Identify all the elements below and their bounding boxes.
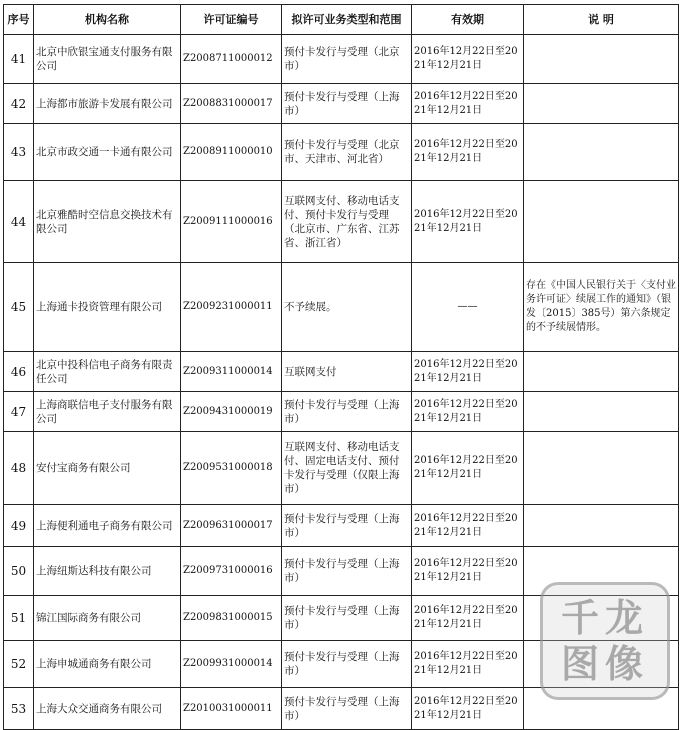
cell-name: 安付宝商务有限公司: [34, 432, 181, 505]
cell-name: 上海商联信电子支付服务有限公司: [34, 392, 181, 432]
header-note: 说 明: [524, 5, 679, 35]
cell-scope: 互联网支付、移动电话支付、预付卡发行与受理（北京市、广东省、江苏省、浙江省）: [282, 181, 412, 263]
cell-validity: 2016年12月22日至2021年12月21日: [412, 392, 524, 432]
cell-validity: 2016年12月22日至2021年12月21日: [412, 181, 524, 263]
cell-note: [524, 432, 679, 505]
cell-license: Z2009631000017: [181, 505, 282, 547]
cell-license: Z2008831000017: [181, 84, 282, 124]
cell-note: [524, 84, 679, 124]
table-row: [4, 181, 679, 263]
cell-license: Z2008911000010: [181, 124, 282, 181]
cell-validity: 2016年12月22日至2021年12月21日: [412, 641, 524, 688]
cell-no: 51: [4, 596, 34, 641]
cell-scope: 互联网支付: [282, 352, 412, 392]
cell-name: 北京雅酷时空信息交换技术有限公司: [34, 181, 181, 263]
cell-validity: 2016年12月22日至2021年12月21日: [412, 124, 524, 181]
cell-scope: 预付卡发行与受理（上海市）: [282, 392, 412, 432]
cell-no: 49: [4, 505, 34, 547]
header-scope: 拟许可业务类型和范围: [282, 5, 412, 35]
header-license: 许可证编号: [181, 5, 282, 35]
cell-note: [524, 124, 679, 181]
cell-name: 上海都市旅游卡发展有限公司: [34, 84, 181, 124]
cell-scope: 预付卡发行与受理（上海市）: [282, 547, 412, 596]
cell-no: 44: [4, 181, 34, 263]
cell-note: [524, 392, 679, 432]
cell-name: 北京市政交通一卡通有限公司: [34, 124, 181, 181]
cell-name: 北京中投科信电子商务有限责任公司: [34, 352, 181, 392]
cell-name: 上海大众交通商务有限公司: [34, 688, 181, 730]
cell-license: Z2009531000018: [181, 432, 282, 505]
cell-no: 42: [4, 84, 34, 124]
cell-license: Z2010031000011: [181, 688, 282, 730]
cell-scope: 预付卡发行与受理（上海市）: [282, 688, 412, 730]
cell-scope: 互联网支付、移动电话支付、固定电话支付、预付卡发行与受理（仅限上海市）: [282, 432, 412, 505]
cell-license: Z2009831000015: [181, 596, 282, 641]
cell-license: Z2009731000016: [181, 547, 282, 596]
cell-name: 北京中欣银宝通支付服务有限公司: [34, 35, 181, 84]
cell-scope: 不予续展。: [282, 263, 412, 352]
cell-note: 存在《中国人民银行关于〈支付业务许可证〉续展工作的通知》（银发〔2015〕385号）第六条规定的不予续展情形。: [524, 263, 679, 352]
cell-scope: 预付卡发行与受理（北京市、天津市、河北省）: [282, 124, 412, 181]
cell-name: 锦江国际商务有限公司: [34, 596, 181, 641]
cell-note: [524, 505, 679, 547]
cell-name: 上海申城通商务有限公司: [34, 641, 181, 688]
cell-note: [524, 181, 679, 263]
cell-validity: 2016年12月22日至2021年12月21日: [412, 596, 524, 641]
cell-no: 52: [4, 641, 34, 688]
cell-no: 45: [4, 263, 34, 352]
table-row: [4, 84, 679, 124]
cell-license: Z2008711000012: [181, 35, 282, 84]
watermark-line-2: 图像: [560, 642, 649, 686]
cell-license: Z2009931000014: [181, 641, 282, 688]
cell-name: 上海通卡投资管理有限公司: [34, 263, 181, 352]
cell-validity: 2016年12月22日至2021年12月21日: [412, 35, 524, 84]
cell-license: Z2009231000011: [181, 263, 282, 352]
cell-validity: 2016年12月22日至2021年12月21日: [412, 432, 524, 505]
cell-validity: ——: [412, 263, 524, 352]
cell-validity: 2016年12月22日至2021年12月21日: [412, 547, 524, 596]
cell-no: 43: [4, 124, 34, 181]
cell-scope: 预付卡发行与受理（上海市）: [282, 505, 412, 547]
cell-name: 上海纽斯达科技有限公司: [34, 547, 181, 596]
cell-scope: 预付卡发行与受理（上海市）: [282, 84, 412, 124]
cell-scope: 预付卡发行与受理（上海市）: [282, 596, 412, 641]
cell-validity: 2016年12月22日至2021年12月21日: [412, 688, 524, 730]
header-validity: 有效期: [412, 5, 524, 35]
cell-scope: 预付卡发行与受理（上海市）: [282, 641, 412, 688]
cell-no: 46: [4, 352, 34, 392]
table-row: [4, 35, 679, 84]
cell-license: Z2009311000014: [181, 352, 282, 392]
watermark-logo: [540, 582, 670, 700]
header-name: 机构名称: [34, 5, 181, 35]
table-row: [4, 263, 679, 352]
table-row: [4, 432, 679, 505]
table-row: [4, 124, 679, 181]
watermark-line-1: 千龙: [560, 596, 649, 640]
cell-no: 48: [4, 432, 34, 505]
table-row: [4, 505, 679, 547]
cell-scope: 预付卡发行与受理（北京市）: [282, 35, 412, 84]
table-row: [4, 352, 679, 392]
cell-license: Z2009111000016: [181, 181, 282, 263]
cell-no: 41: [4, 35, 34, 84]
cell-no: 53: [4, 688, 34, 730]
table-row: [4, 392, 679, 432]
cell-name: 上海便利通电子商务有限公司: [34, 505, 181, 547]
cell-no: 50: [4, 547, 34, 596]
header-no: 序号: [4, 5, 34, 35]
cell-validity: 2016年12月22日至2021年12月21日: [412, 352, 524, 392]
header-row: [4, 5, 679, 35]
cell-no: 47: [4, 392, 34, 432]
cell-license: Z2009431000019: [181, 392, 282, 432]
cell-validity: 2016年12月22日至2021年12月21日: [412, 84, 524, 124]
cell-validity: 2016年12月22日至2021年12月21日: [412, 505, 524, 547]
cell-note: [524, 352, 679, 392]
cell-note: [524, 35, 679, 84]
